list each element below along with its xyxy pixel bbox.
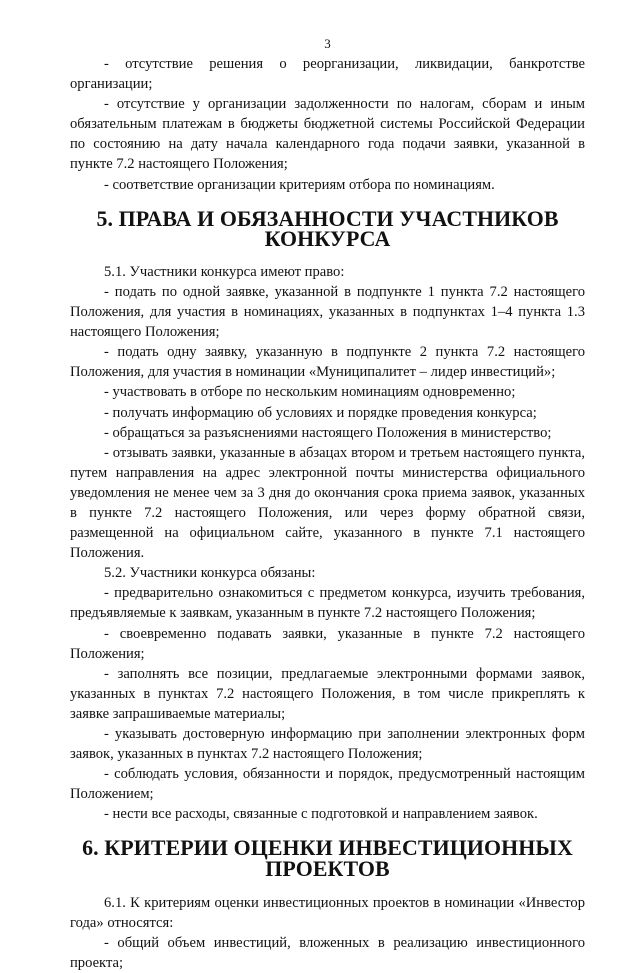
paragraph: - заполнять все позиции, предлагаемые электронными формами заявок, указанных в пунктах 7.2 настоящего Положения, в том числе прикреплять к заявке запрашиваемые материалы; bbox=[70, 665, 585, 722]
paragraph: - общий объем инвестиций, вложенных в реализацию инвестиционного проекта; bbox=[70, 934, 585, 971]
section-6-heading: 6. КРИТЕРИИ ОЦЕНКИ ИНВЕСТИЦИОННЫХ ПРОЕКТОВ bbox=[82, 835, 573, 881]
clause-5-1: 5.1. Участники конкурса имеют право: bbox=[104, 263, 345, 280]
page-number: 3 bbox=[324, 36, 331, 51]
paragraph: - отсутствие у организации задолженности по налогам, сборам и иным обязательным платежам в бюджеты бюджетной системы Российской Федерации по состоянию на дату начала календарного года подачи заявки, указанной в пункте 7.2 настоящего Положения; bbox=[70, 96, 585, 173]
paragraph: - соблюдать условия, обязанности и порядок, предусмотренный настоящим Положением; bbox=[70, 766, 585, 803]
paragraph: - отзывать заявки, указанные в абзацах втором и третьем настоящего пункта, путем направления на адрес электронной почты министерства официального уведомления не менее чем за 3 дня до окончания срока приема заявок, указанных в пункте 7.2 настоящего Положения, или через форму обратной связи, размещенной на официальном сайте, указанного в пункте 7.1 настоящего Положения. bbox=[70, 444, 585, 562]
paragraph: - участвовать в отборе по нескольким номинациям одновременно; bbox=[104, 384, 516, 401]
paragraph: - нести все расходы, связанные с подготовкой и направлением заявок. bbox=[104, 806, 538, 823]
section-5-body bbox=[70, 262, 585, 825]
paragraph: - обращаться за разъяснениями настоящего Положения в министерство; bbox=[104, 424, 552, 441]
section-5-heading: 5. ПРАВА И ОБЯЗАННОСТИ УЧАСТНИКОВ КОНКУРСА bbox=[96, 205, 559, 251]
clause-6-1: 6.1. К критериям оценки инвестиционных проектов в номинации «Инвестор года» относятся: bbox=[70, 894, 585, 931]
paragraph: - предварительно ознакомиться с предметом конкурса, изучить требования, предъявляемые к заявкам, указанным в пункте 7.2 настоящего Положения; bbox=[70, 585, 585, 622]
paragraph: - своевременно подавать заявки, указанные в пункте 7.2 настоящего Положения; bbox=[70, 625, 585, 662]
paragraph: - отсутствие решения о реорганизации, ликвидации, банкротстве организации; bbox=[70, 56, 585, 93]
document-page bbox=[70, 36, 585, 973]
clause-5-2: 5.2. Участники конкурса обязаны: bbox=[104, 565, 316, 582]
paragraph: - получать информацию об условиях и порядке проведения конкурса; bbox=[104, 404, 537, 421]
paragraph: - указывать достоверную информацию при заполнении электронных форм заявок, указанных в пунктах 7.2 настоящего Положения; bbox=[70, 726, 585, 763]
paragraph: - подать одну заявку, указанную в подпункте 2 пункта 7.2 настоящего Положения, для участия в номинации «Муниципалитет – лидер инвестиций»; bbox=[70, 344, 585, 381]
paragraph: - подать по одной заявке, указанной в подпункте 1 пункта 7.2 настоящего Положения, для участия в номинациях, указанных в подпунктах 1–4 пункта 1.3 настоящего Положения; bbox=[70, 283, 585, 341]
eligibility-conditions-list bbox=[70, 54, 585, 195]
paragraph: - соответствие организации критериям отбора по номинациям. bbox=[104, 176, 495, 193]
